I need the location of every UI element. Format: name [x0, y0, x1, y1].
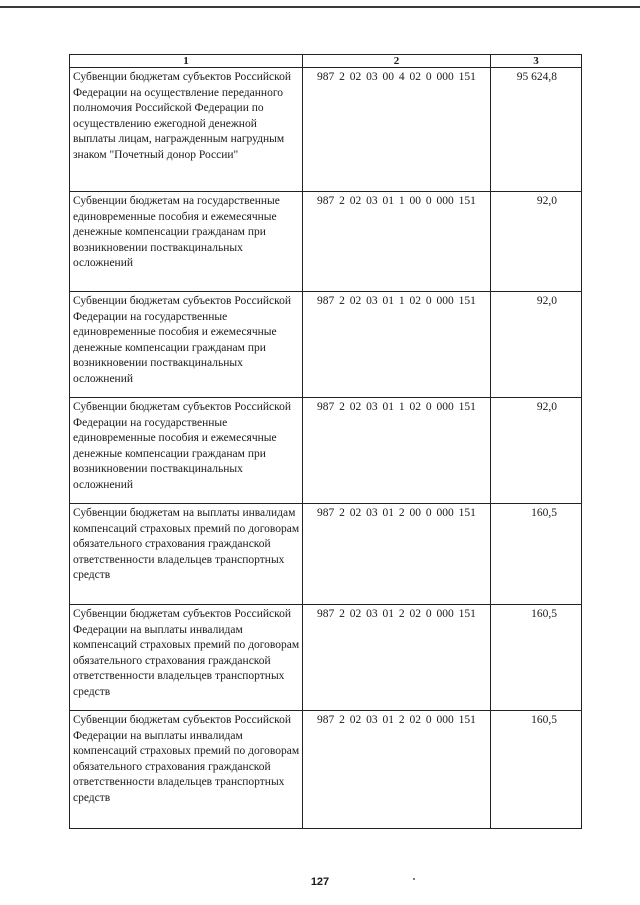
- budget-table: [69, 54, 582, 829]
- table-row: [70, 398, 582, 504]
- table-row: [70, 605, 582, 711]
- row-description: Субвенции бюджетам субъектов Российской Федерации на осуществление переданного полномочия Российской Федерации по осуществлению ежегодной денежной выплаты лицам, награжденным нагрудным знаком "Почетный донор России": [70, 68, 303, 192]
- table-row: [70, 68, 582, 192]
- row-code: 987 2 02 03 01 1 02 0 000 151: [303, 292, 491, 398]
- scan-speck: [413, 878, 415, 880]
- row-description: Субвенции бюджетам на выплаты инвалидам компенсаций страховых премий по договорам обязательного страхования гражданской ответственности владельцев транспортных средств: [70, 504, 303, 605]
- table-row: [70, 711, 582, 829]
- row-description: Субвенции бюджетам субъектов Российской Федерации на государственные единовременные пособия и ежемесячные денежные компенсации гражданам при возникновении поствакцинальных осложнений: [70, 292, 303, 398]
- row-description: Субвенции бюджетам субъектов Российской Федерации на выплаты инвалидам компенсаций страховых премий по договорам обязательного страхования гражданской ответственности владельцев транспортных средств: [70, 711, 303, 829]
- row-amount: 160,5: [491, 605, 582, 711]
- row-code: 987 2 02 03 01 1 02 0 000 151: [303, 398, 491, 504]
- row-amount: 92,0: [491, 192, 582, 292]
- row-amount: 92,0: [491, 292, 582, 398]
- row-amount: 160,5: [491, 711, 582, 829]
- top-rule: [0, 6, 640, 8]
- table-row: [70, 504, 582, 605]
- row-amount: 95 624,8: [491, 68, 582, 192]
- row-amount: 160,5: [491, 504, 582, 605]
- row-code: 987 2 02 03 01 2 00 0 000 151: [303, 504, 491, 605]
- row-description: Субвенции бюджетам субъектов Российской Федерации на выплаты инвалидам компенсаций страховых премий по договорам обязательного страхования гражданской ответственности владельцев транспортных средств: [70, 605, 303, 711]
- column-header-3: 3: [491, 55, 582, 68]
- row-code: 987 2 02 03 01 2 02 0 000 151: [303, 711, 491, 829]
- row-code: 987 2 02 03 01 2 02 0 000 151: [303, 605, 491, 711]
- header-row: [70, 55, 582, 68]
- page-number: 127: [310, 876, 330, 888]
- row-code: 987 2 02 03 00 4 02 0 000 151: [303, 68, 491, 192]
- column-header-2: 2: [303, 55, 491, 68]
- table-row: [70, 192, 582, 292]
- table-row: [70, 292, 582, 398]
- column-header-1: 1: [70, 55, 303, 68]
- row-code: 987 2 02 03 01 1 00 0 000 151: [303, 192, 491, 292]
- row-description: Субвенции бюджетам субъектов Российской Федерации на государственные единовременные пособия и ежемесячные денежные компенсации гражданам при возникновении поствакцинальных осложнений: [70, 398, 303, 504]
- row-description: Субвенции бюджетам на государственные единовременные пособия и ежемесячные денежные компенсации гражданам при возникновении поствакцинальных осложнений: [70, 192, 303, 292]
- row-amount: 92,0: [491, 398, 582, 504]
